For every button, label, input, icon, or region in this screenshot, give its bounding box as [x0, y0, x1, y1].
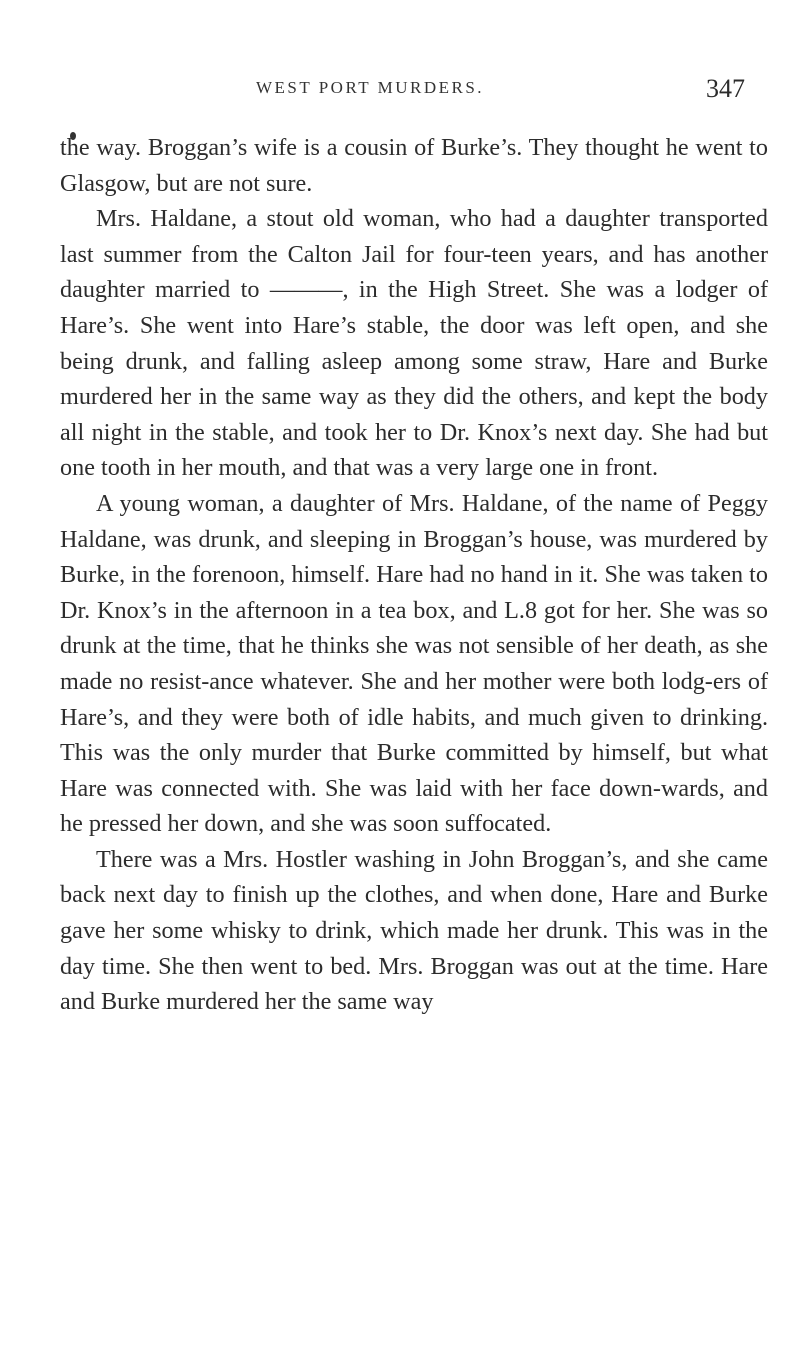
- running-head: WEST PORT MURDERS.: [256, 78, 485, 97]
- page-header: [0, 74, 800, 114]
- paragraph-mrs-hostler: There was a Mrs. Hostler washing in John Broggan’s, and she came back next day to finish up the clothes, and when done, Hare and Burke gave her some whisky to drink, which made her drunk. This was in the day time. She then went to bed. Mrs. Broggan was out at the time. Hare and Burke murdered her the same way: [60, 845, 768, 1016]
- paragraph-mrs-haldane: Mrs. Haldane, a stout old woman, who had a daughter transported last summer from the Calton Jail for four-teen years, and has another daughter married to ———, in the High Street. She was a lodger of Hare’s. She went into Hare’s stable, the door was left open, and she being drunk, and falling asleep among some straw, Hare and Burke murdered her in the same way as they did the others, and kept the body all night in the stable, and took her to Dr. Knox’s next day. She had but one tooth in her mouth, and that was a very large one in front.: [60, 205, 768, 482]
- paragraph-peggy-haldane: A young woman, a daughter of Mrs. Haldane, of the name of Peggy Haldane, was drunk, and sleeping in Broggan’s house, was murdered by Burke, in the forenoon, himself. Hare had no hand in it. She was taken to Dr. Knox’s in the afternoon in a tea box, and L.8 got for her. She was so drunk at the time, that he thinks she was not sensible of her death, as she made no resist-ance whatever. She and her mother were both lodg-ers of Hare’s, and they were both of idle habits, and much given to drinking. This was the only murder that Burke committed by himself, but what Hare was connected with. She was laid with her face down-wards, and he pressed her down, and she was soon suffocated.: [60, 489, 768, 838]
- paragraph-continuation: the way. Broggan’s wife is a cousin of Burke’s. They thought he went to Glasgow, but are not sure.: [60, 134, 768, 197]
- body-text: [60, 130, 768, 1020]
- page-number: 347: [706, 74, 745, 103]
